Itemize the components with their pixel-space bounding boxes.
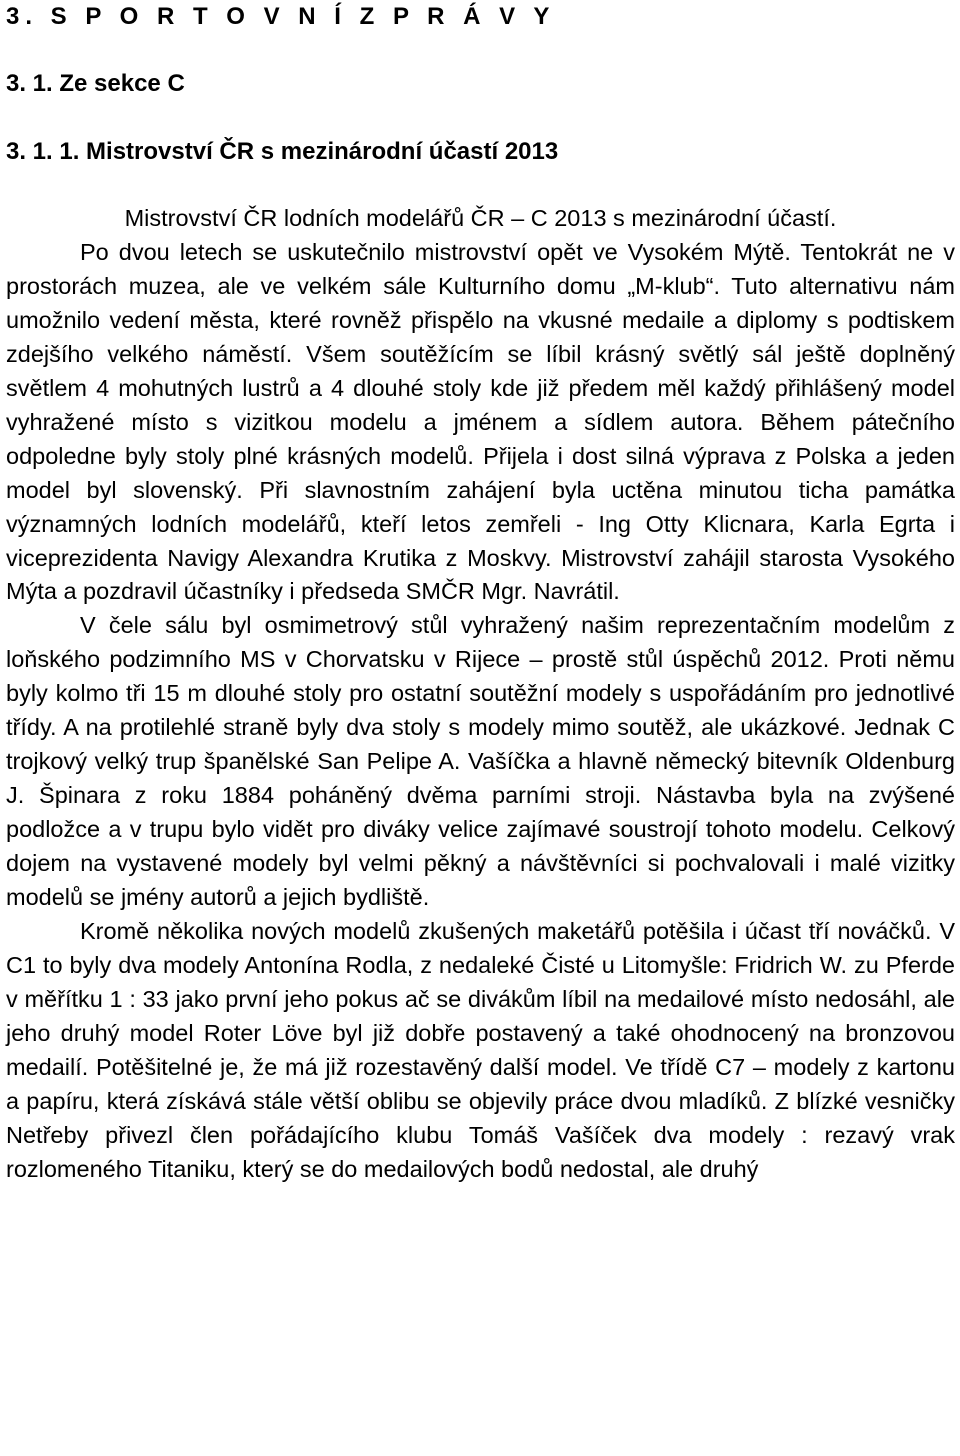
article-paragraph: Kromě několika nových modelů zkušených maketářů potěšila i účast tří nováčků. V C1 to byly dva modely Antonína Rodla, z nedaleké Čisté u Litomyšle: Fridrich W. zu Pferde v měřítku 1 : 33 jako první jeho pokus ač se divákům líbil na medailové místo nedosáhl, ale jeho druhý model Roter Löve byl již dobře postavený a také ohodnocený na bronzovou medailí. Potěšitelné je, že má již rozestavěný další model. Ve třídě C7 – modely z kartonu a papíru, která získává stále větší oblibu se objevily práce dvou mladíků. Z blízké vesničky Netřeby přivezl člen pořádajícího klubu Tomáš Vašíček dva modely : rezavý vrak rozlomeného Titaniku, který se do medailových bodů nedostal, ale druhý: [6, 918, 955, 1182]
section-heading: 3. S P O R T O V N Í Z P R Á V Y: [6, 3, 556, 30]
article-heading: 3. 1. 1. Mistrovství ČR s mezinárodní účastí 2013: [6, 138, 559, 165]
subsection-heading: 3. 1. Ze sekce C: [6, 70, 185, 97]
article-paragraph: V čele sálu byl osmimetrový stůl vyhražený našim reprezentačním modelům z loňského podzimního MS v Chorvatsku v Rijece – prostě stůl úspěchů 2012. Proti němu byly kolmo tři 15 m dlouhé stoly pro ostatní soutěžní modely s uspořádáním pro jednotlivé třídy. A na protilehlé straně byly dva stoly s modely mimo soutěž, ale ukázkové. Jednak C trojkový velký trup španělské San Pelipe A. Vašíčka a hlavně německý bitevník Oldenburg J. Špinara z roku 1884 poháněný dvěma parními stroji. Nástavba byla na zvýšené podložce a v trupu bylo vidět pro diváky velice zajímavé soustrojí tohoto modelu. Celkový dojem na vystavené modely byl velmi pěkný a návštěvníci si pochvalovali i malé vizitky modelů se jmény autorů a jejich bydliště.: [6, 612, 955, 911]
article-paragraph: Po dvou letech se uskutečnilo mistrovství opět ve Vysokém Mýtě. Tentokrát ne v prostorách muzea, ale ve velkém sále Kulturního domu „M-klub“. Tuto alternativu nám umožnilo vedení města, které rovněž přispělo na vkusné medaile a diplomy s podtiskem zdejšího velkého náměstí. Všem soutěžícím se líbil krásný světlý sál ještě doplněný světlem 4 mohutných lustrů a 4 dlouhé stoly kde již předem měl každý přihlášený model vyhražené místo s vizitkou modelu a jménem a sídlem autora. Během pátečního odpoledne byly stoly plné krásných modelů. Přijela i dost silná výprava z Polska a jeden model byl slovenský. Při slavnostním zahájení byla uctěna minutou ticha památka významných lodních modelářů, kteří letos zemřeli - Ing Otty Klicnara, Karla Egrta i viceprezidenta Navigy Alexandra Krutika z Moskvy. Mistrovství zahájil starosta Vysokého Mýta a pozdravil účastníky i předseda SMČR Mgr. Navrátil.: [6, 238, 955, 605]
article-paragraph-intro: Mistrovství ČR lodních modelářů ČR – C 2013 s mezinárodní účastí.: [124, 205, 837, 231]
article-body: [6, 202, 955, 1187]
